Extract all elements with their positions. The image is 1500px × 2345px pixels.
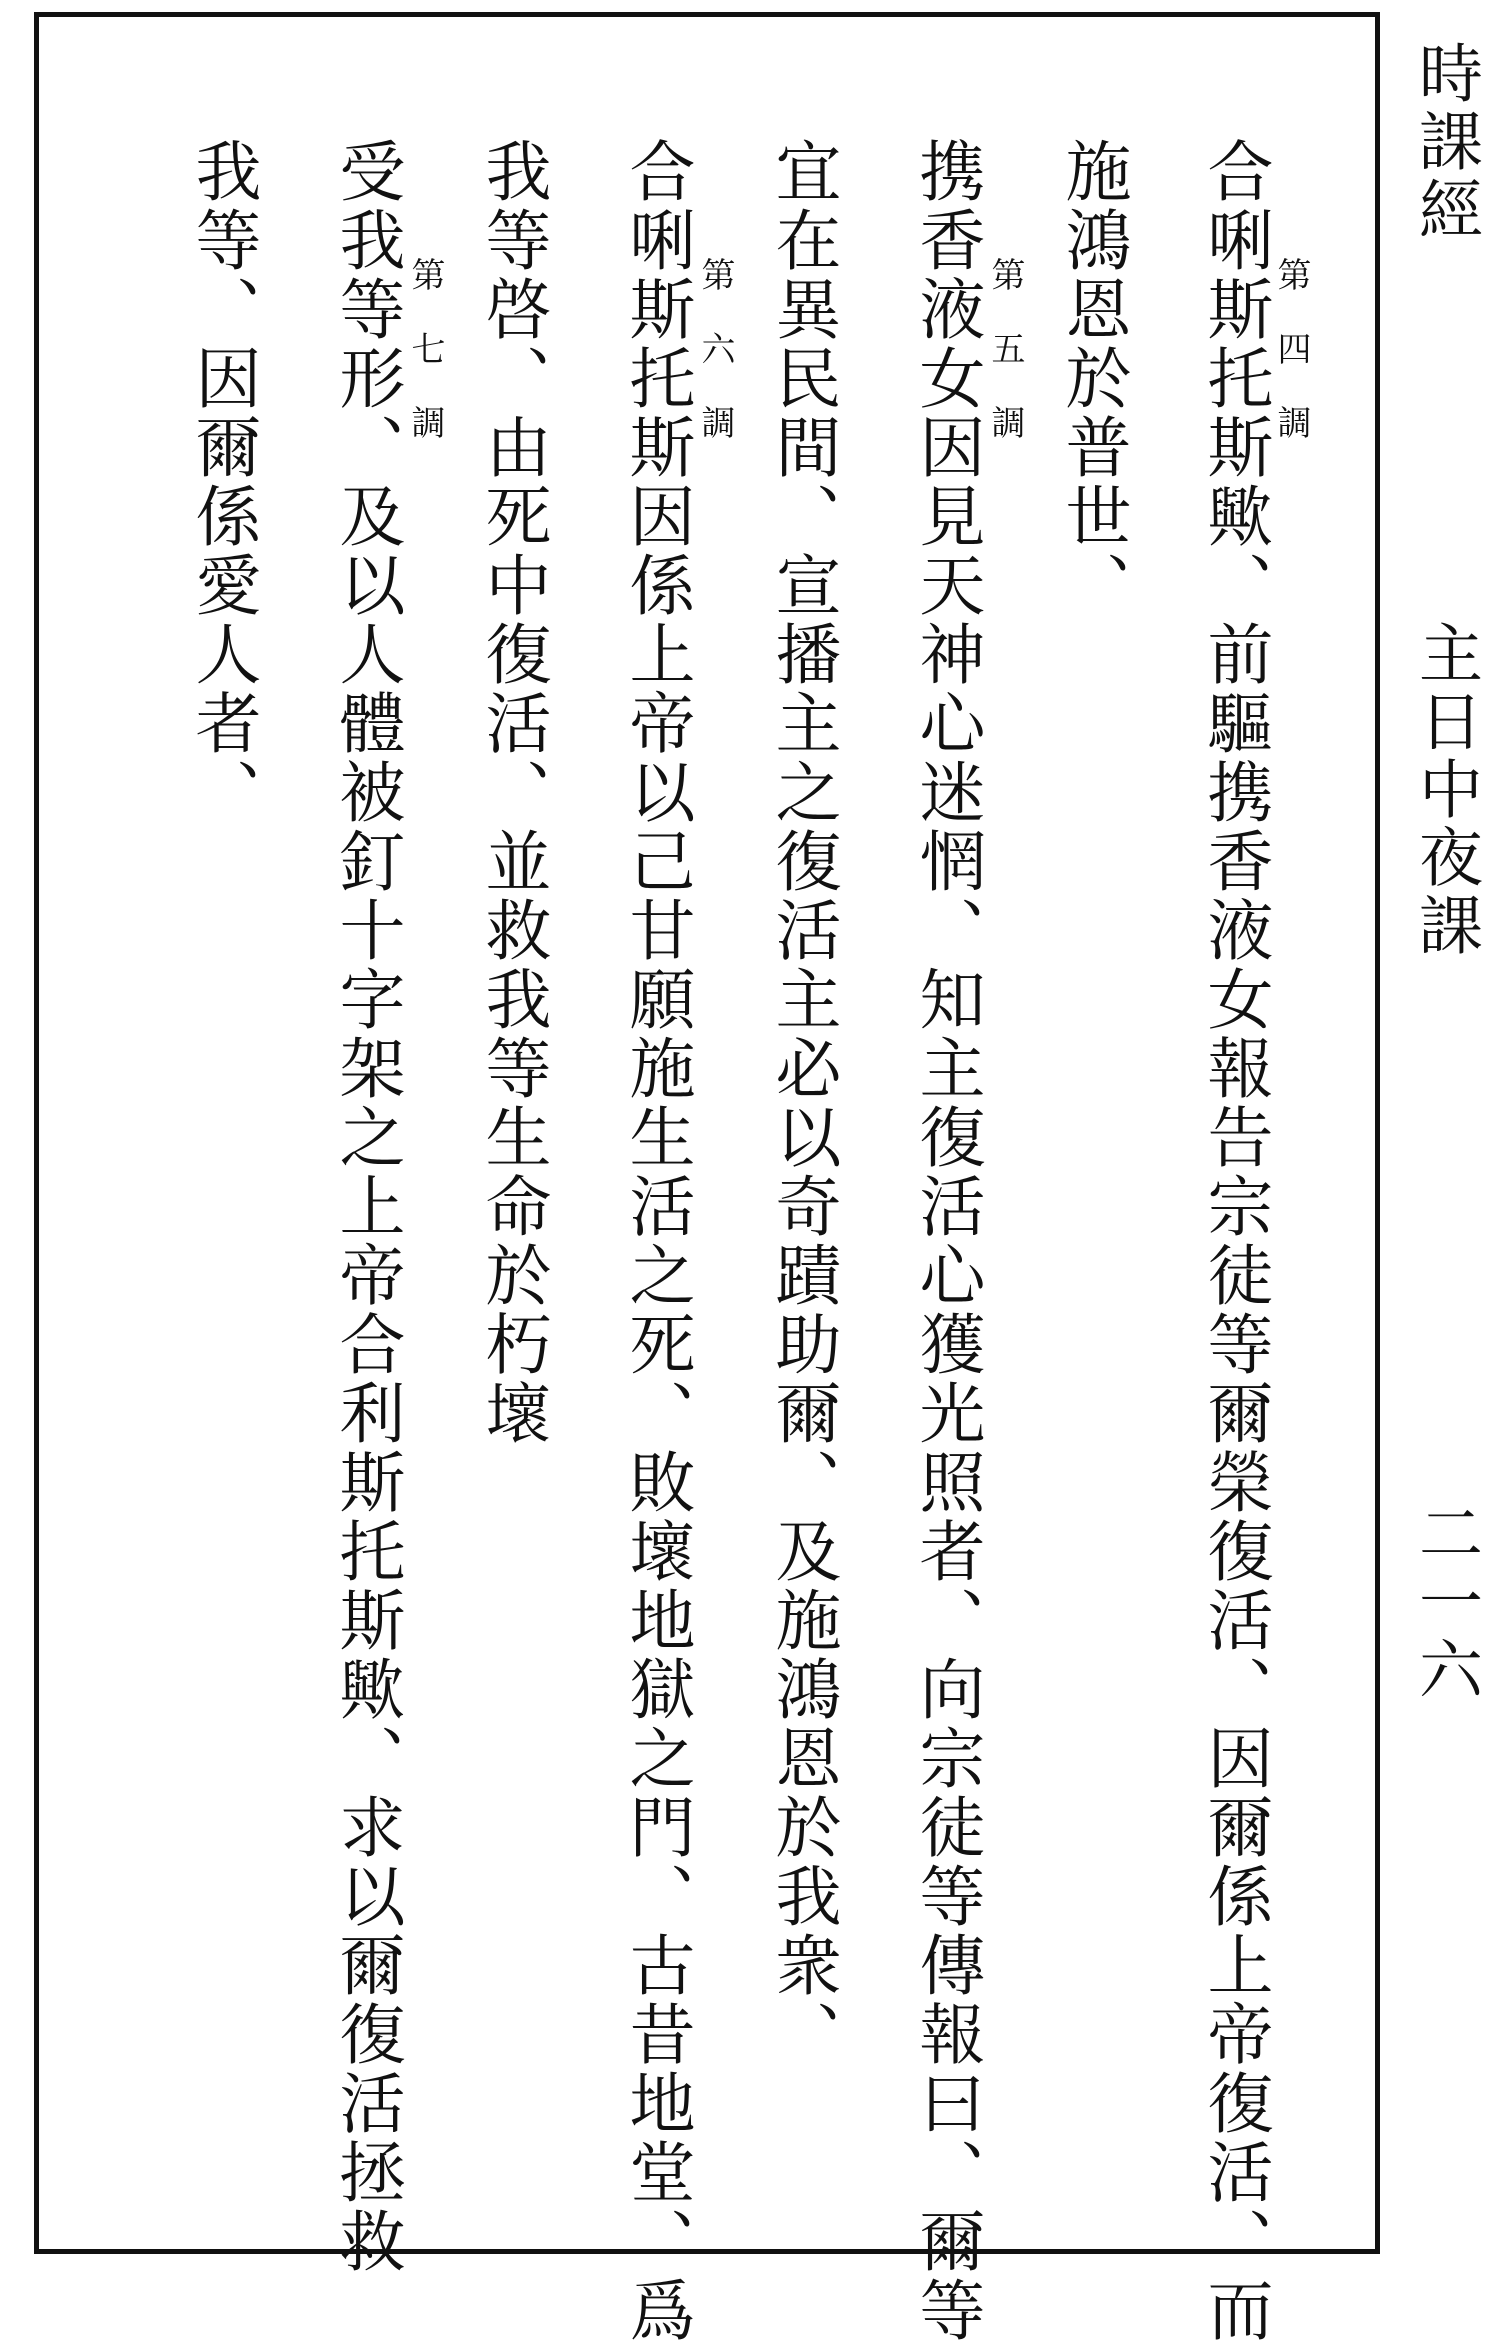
page-number: 二一六 [1408, 1500, 1482, 1704]
section-title: 主日中夜課 [1408, 620, 1482, 960]
heading-tone-7: 第七調 [405, 257, 445, 479]
text-column-2: 施鴻恩於普世、 [1054, 137, 1131, 620]
text-column-3: 携香液女因見天神心迷惘、知主復活心獲光照者、向宗徒等傳報曰、爾等 [908, 137, 985, 2345]
text-column-5: 合唎斯托斯因係上帝以己甘願施生活之死、敗壞地獄之門、古昔地堂、爲 [618, 137, 695, 2345]
heading-tone-6: 第六調 [695, 257, 735, 479]
heading-tone-5: 第五調 [985, 257, 1025, 479]
text-column-1: 合唎斯托斯歟、前驅携香液女報告宗徒等爾榮復活、因爾係上帝復活、而 [1196, 137, 1273, 2345]
text-column-4: 宜在異民間、宣播主之復活主必以奇蹟助爾、及施鴻恩於我衆、 [764, 137, 841, 2069]
text-column-8: 我等、因爾係愛人者、 [184, 137, 261, 827]
text-column-6: 我等啓、由死中復活、並救我等生命於朽壞 [474, 137, 551, 1448]
text-column-7: 受我等形、及以人體被釘十字架之上帝合利斯托斯歟、求以爾復活拯救 [328, 137, 405, 2276]
book-title: 時課經 [1408, 40, 1482, 244]
page-border [34, 12, 1380, 2345]
heading-tone-4: 第四調 [1271, 257, 1311, 479]
